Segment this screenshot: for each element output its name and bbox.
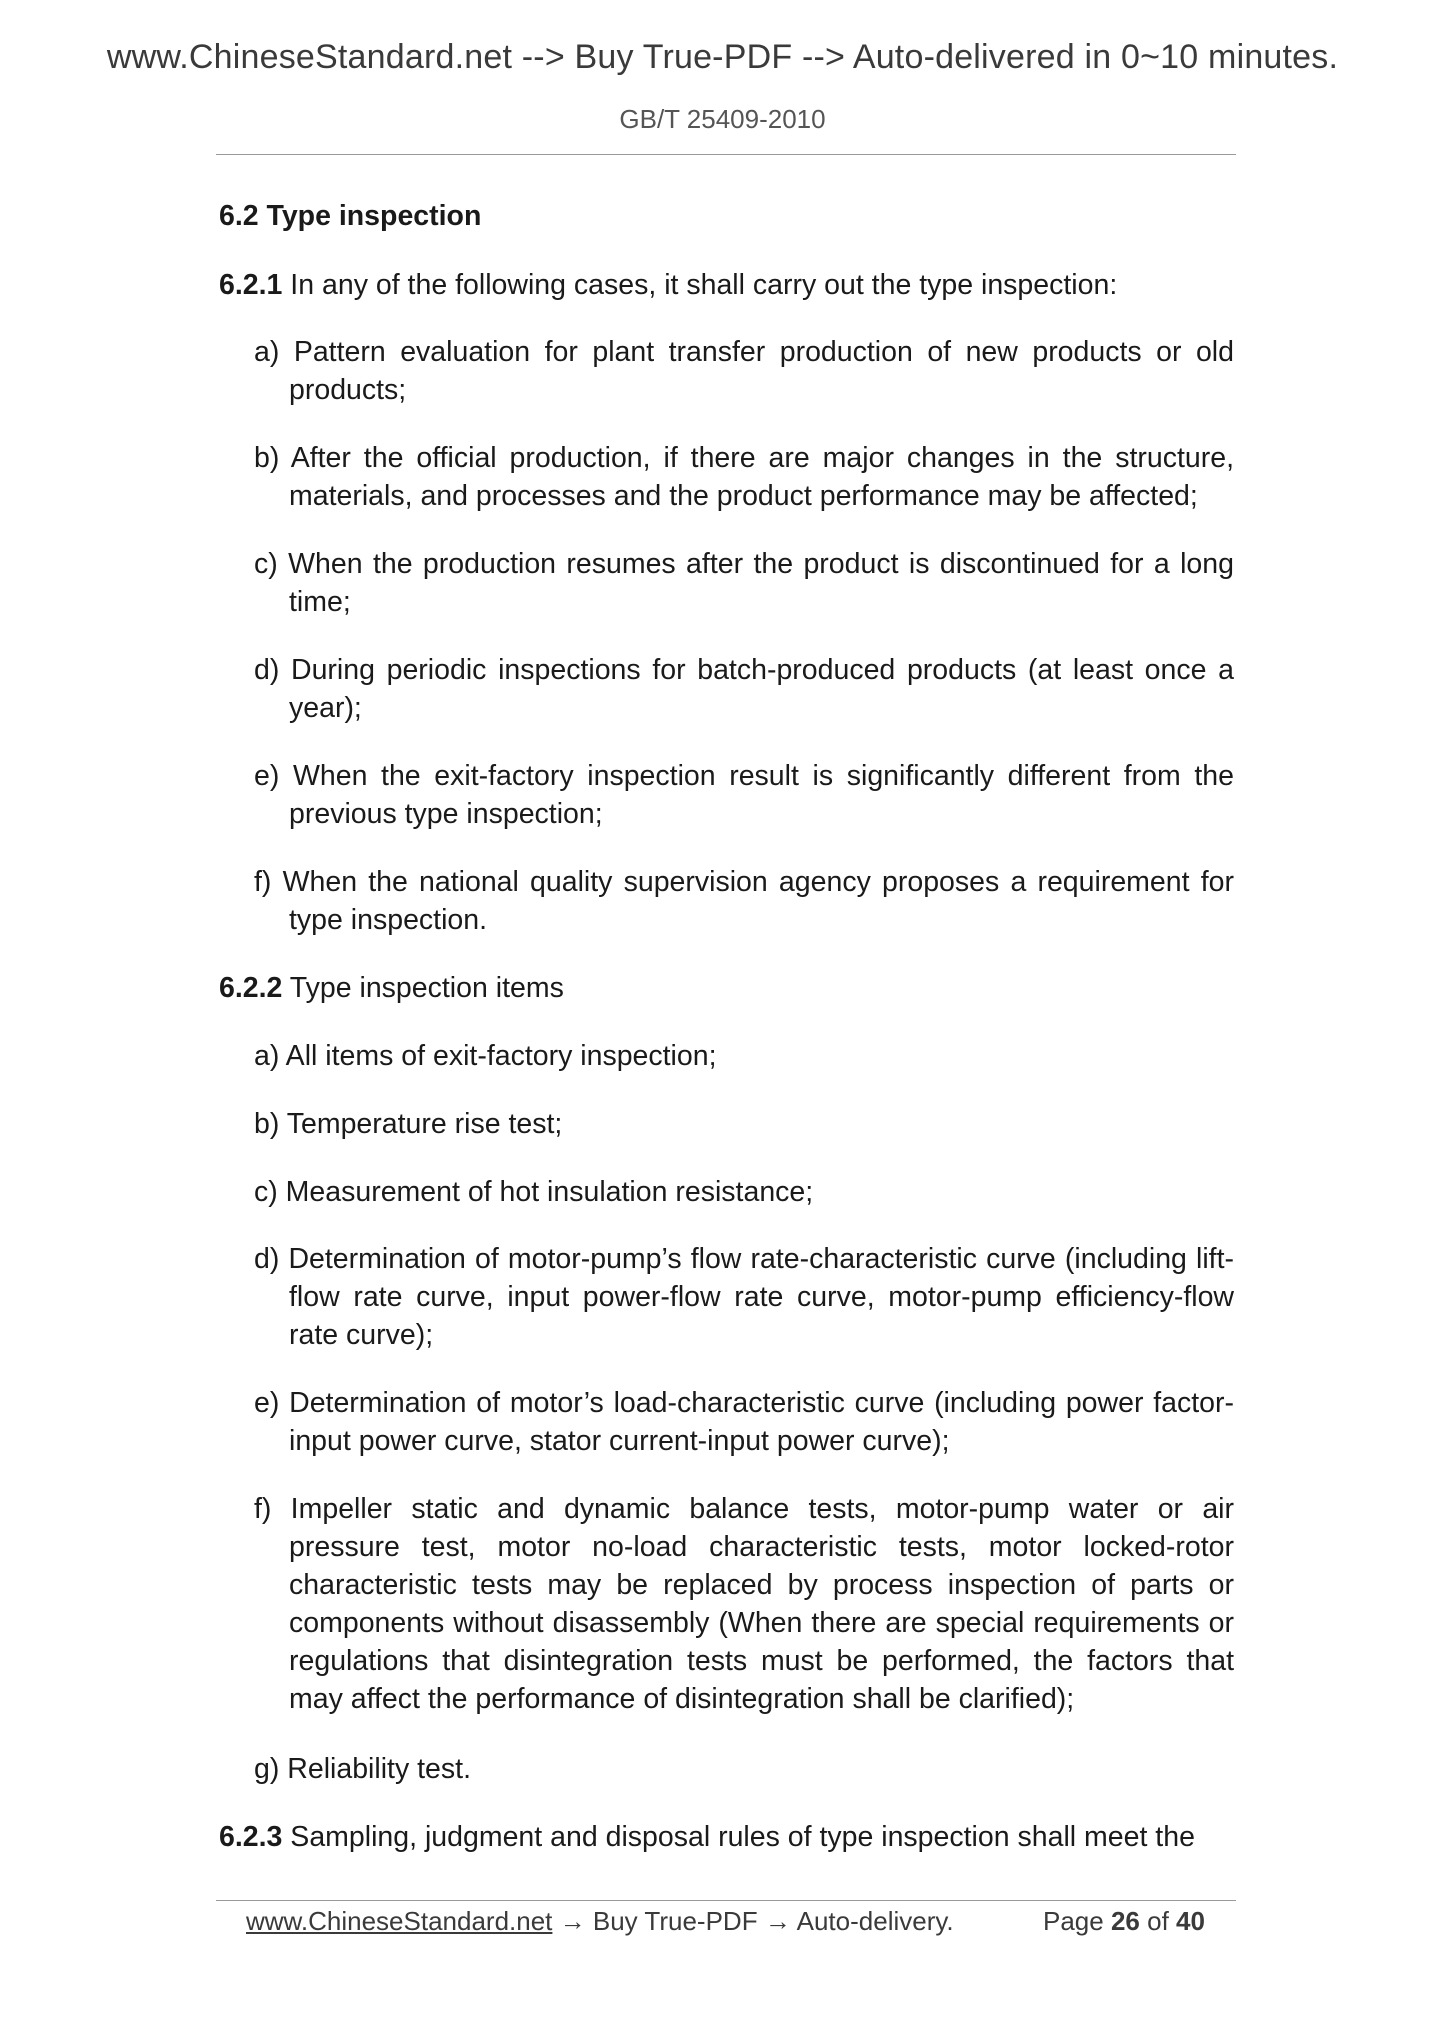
list-item: f) Impeller static and dynamic balance tests, motor-pump water or air pressure test, motor no-load characteristic tests, motor locked-rotor characteristic tests may be replaced by process inspection of parts or components without disassembly (When there are special requirements or regulations that disintegration tests must be performed, the factors that may affect the performance of disintegration shall be clarified); xyxy=(254,1493,1234,1715)
list-item: f) When the national quality supervision agency proposes a requirement for type inspection. xyxy=(254,866,1234,936)
clause-6-2-2 xyxy=(219,969,1234,1007)
header-banner: www.ChineseStandard.net --> Buy True-PDF --> Auto-delivered in 0~10 minutes. xyxy=(106,38,1339,76)
header-divider xyxy=(216,154,1236,155)
list-item: d) Determination of motor-pump’s flow rate-characteristic curve (including lift-flow rate curve, input power-flow rate curve, motor-pump efficiency-flow rate curve); xyxy=(254,1243,1234,1351)
list-item: a) Pattern evaluation for plant transfer production of new products or old products; xyxy=(254,336,1234,406)
website-link[interactable]: www.ChineseStandard.net xyxy=(246,1906,553,1936)
standard-code: GB/T 25409-2010 xyxy=(619,104,826,134)
buy-text: Buy True-PDF xyxy=(592,1906,758,1936)
list-item: b) Temperature rise test; xyxy=(254,1108,563,1140)
clause-6-2-1 xyxy=(219,266,1234,304)
page-number: 26 xyxy=(1110,1906,1140,1936)
clause-number: 6.2.2 xyxy=(219,972,283,1004)
total-pages: 40 xyxy=(1176,1906,1205,1936)
list-item: e) Determination of motor’s load-characteristic curve (including power factor-input power curve, stator current-input power curve); xyxy=(254,1387,1234,1457)
delivery-text: Auto-delivery. xyxy=(796,1906,954,1936)
clause-text: Type inspection items xyxy=(282,972,564,1004)
list-item: a) All items of exit-factory inspection; xyxy=(254,1040,717,1072)
list-item: d) During periodic inspections for batch-produced products (at least once a year); xyxy=(254,654,1234,724)
footer-promo xyxy=(246,1906,954,1937)
arrow-right-icon: → xyxy=(764,1906,791,1936)
clause-number: 6.2.1 xyxy=(219,269,283,301)
arrow-right-icon: → xyxy=(559,1906,586,1936)
list-item: b) After the official production, if there are major changes in the structure, materials, and processes and the product performance may be affected; xyxy=(254,442,1234,512)
list-item: c) Measurement of hot insulation resistance; xyxy=(254,1176,814,1208)
clause-text: In any of the following cases, it shall carry out the type inspection: xyxy=(282,269,1118,301)
page-label: Page xyxy=(1043,1906,1104,1936)
clause-text: Sampling, judgment and disposal rules of type inspection shall meet the xyxy=(282,1821,1195,1853)
clause-number: 6.2.3 xyxy=(219,1821,283,1853)
section-heading: 6.2 Type inspection xyxy=(219,200,482,232)
clause-6-2-3 xyxy=(219,1818,1234,1856)
of-label: of xyxy=(1147,1906,1169,1936)
list-item: c) When the production resumes after the product is discontinued for a long time; xyxy=(254,548,1234,618)
page-indicator xyxy=(1043,1906,1205,1937)
list-item: g) Reliability test. xyxy=(254,1753,471,1785)
list-item: e) When the exit-factory inspection result is significantly different from the previous type inspection; xyxy=(254,760,1234,830)
footer-divider xyxy=(216,1900,1236,1901)
